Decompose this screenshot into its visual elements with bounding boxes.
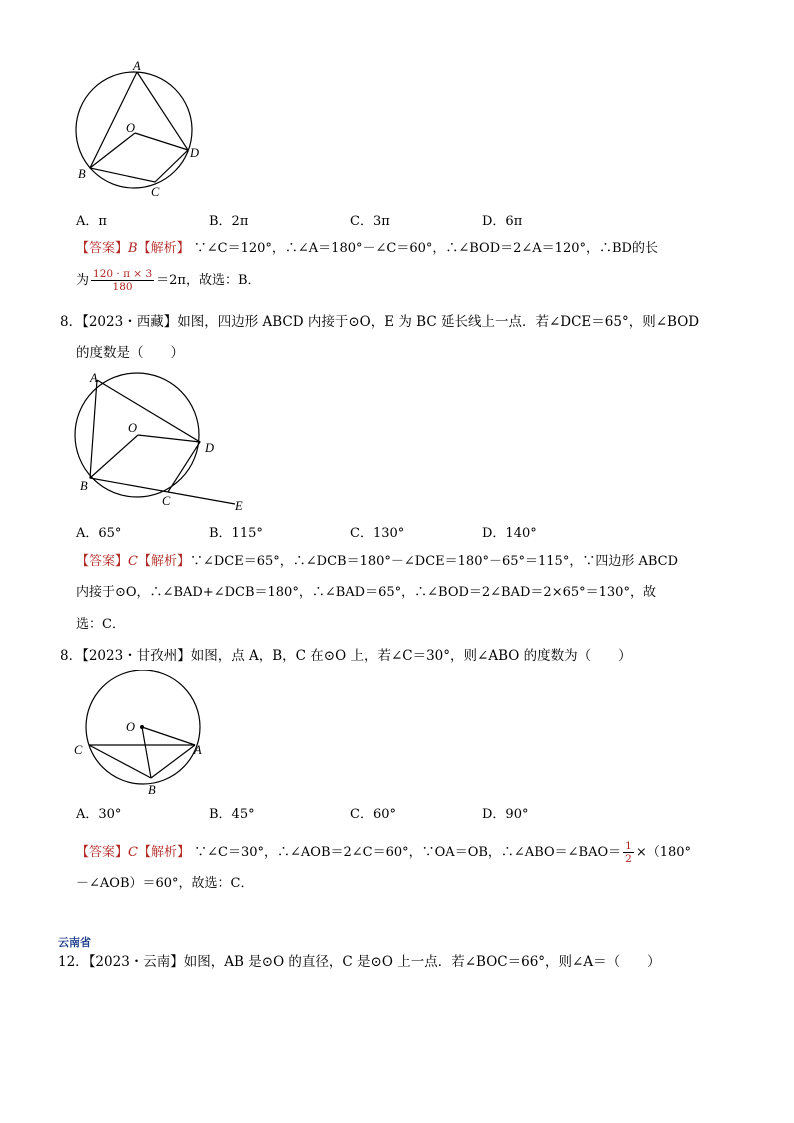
analysis-prefix: 为 [76, 273, 90, 288]
q4-stem [58, 953, 661, 971]
q2-option-b: B．115° [209, 526, 263, 541]
label-a: A [194, 743, 202, 757]
q3-option-a: A．30° [76, 807, 122, 822]
center-point [140, 725, 144, 729]
analysis-text: ∵∠C＝120°，∴∠A＝180°－∠C＝60°，∴∠BOD＝2∠A＝120°，∴BD的长 [193, 241, 658, 256]
analysis-tag: 【解析】 [137, 554, 190, 569]
segment-od [135, 133, 188, 150]
label-e: E [235, 499, 243, 513]
question-stem: 如图，四边形 ABCD 内接于⊙O，E 为 BC 延长线上一点．若∠DCE＝65°，则∠BOD [177, 314, 700, 330]
answer-letter: C [128, 554, 138, 569]
question-number: 8． [60, 648, 83, 664]
label-a: A [90, 371, 98, 385]
question-stem: 如图，AB 是⊙O 的直径，C 是⊙O 上一点．若∠BOC＝66°，则∠A＝（ ） [183, 954, 661, 970]
analysis-text: 选：C． [76, 617, 125, 632]
q2-option-c: C．130° [350, 526, 405, 541]
label-c: C [74, 743, 83, 757]
answer-letter: C [128, 845, 138, 860]
answer-tag: 【答案】 [76, 554, 129, 569]
label-c: C [162, 494, 171, 508]
label-o: O [128, 421, 138, 435]
segment-ob [142, 727, 151, 778]
analysis-tag: 【解析】 [137, 241, 190, 256]
label-b: B [78, 167, 86, 181]
segment-ob [90, 435, 138, 478]
q2-stem-line-1 [60, 313, 699, 331]
arc-length-fraction [91, 268, 154, 293]
label-o: O [126, 121, 136, 135]
analysis-tag: 【解析】 [137, 845, 190, 860]
label-d: D [190, 146, 200, 160]
q1-answer-line-1 [76, 240, 658, 258]
analysis-text: ∵∠C＝30°，∴∠AOB＝2∠C＝60°，∵OA＝OB，∴∠ABO＝∠BAO＝ [194, 845, 622, 860]
fraction-denominator: 2 [625, 853, 632, 865]
q2-option-d: D．140° [482, 526, 537, 541]
question-stem: 如图，点 A，B，C 在⊙O 上，若∠C＝30°，则∠ABO 的度数为（ ） [190, 648, 632, 664]
answer-letter: B [128, 241, 138, 256]
q3-answer-line-2 [76, 875, 253, 893]
figure-1 [70, 58, 210, 203]
q1-option-d: D．6π [482, 214, 523, 229]
question-source: 【2023・云南】 [88, 954, 184, 970]
quadrilateral-abcd [90, 72, 188, 182]
q3-option-b: B．45° [209, 807, 255, 822]
q2-answer-line-3 [76, 616, 125, 634]
label-b: B [80, 479, 88, 493]
half-fraction [623, 840, 634, 865]
q3-option-c: C．60° [350, 807, 396, 822]
q1-option-b: B．2π [209, 214, 249, 229]
label-c: C [151, 185, 160, 199]
extension-ce [168, 492, 235, 504]
segment-ob [90, 133, 135, 168]
q1-option-a: A．π [76, 214, 107, 229]
analysis-text: ×（180° [635, 845, 692, 860]
question-number: 12． [58, 954, 89, 970]
label-a: A [133, 59, 141, 73]
q2-stem-line-2: 的度数是（ ） [76, 345, 184, 361]
analysis-text: ∵∠DCE＝65°，∴∠DCB＝180°－∠DCE＝180°－65°＝115°，∵四边形 ABCD [189, 554, 679, 569]
figure-2 [70, 368, 260, 516]
label-d: D [205, 441, 215, 455]
answer-tag: 【答案】 [76, 241, 129, 256]
fraction-numerator: 120 · π × 3 [93, 268, 153, 280]
answer-tag: 【答案】 [76, 845, 129, 860]
q3-option-d: D．90° [482, 807, 529, 822]
question-number: 8． [60, 314, 83, 330]
q2-answer-line-2 [76, 584, 656, 602]
section-heading: 云南省 [58, 936, 91, 949]
q3-answer-line-1 [76, 840, 691, 865]
question-source: 【2023・甘孜州】 [82, 648, 191, 664]
q2-answer-line-1 [76, 553, 678, 571]
q1-option-c: C．3π [350, 214, 390, 229]
analysis-text: －∠AOB）＝60°，故选：C． [76, 876, 254, 891]
figure-3 [70, 670, 220, 800]
analysis-text: 内接于⊙O，∴∠BAD+∠DCB＝180°，∴∠BAD＝65°，∴∠BOD＝2∠BAD＝2×65°＝130°，故 [76, 585, 656, 600]
label-b: B [148, 783, 156, 797]
question-source: 【2023・西藏】 [82, 314, 178, 330]
fraction-numerator: 1 [625, 840, 632, 852]
analysis-suffix: ＝2π，故选：B． [156, 273, 261, 288]
segment-oa [142, 727, 195, 745]
q2-option-a: A．65° [76, 526, 122, 541]
fraction-denominator: 180 [112, 281, 133, 293]
label-o: O [126, 720, 136, 734]
q1-answer-line-2 [76, 268, 261, 293]
q3-stem [60, 647, 632, 665]
